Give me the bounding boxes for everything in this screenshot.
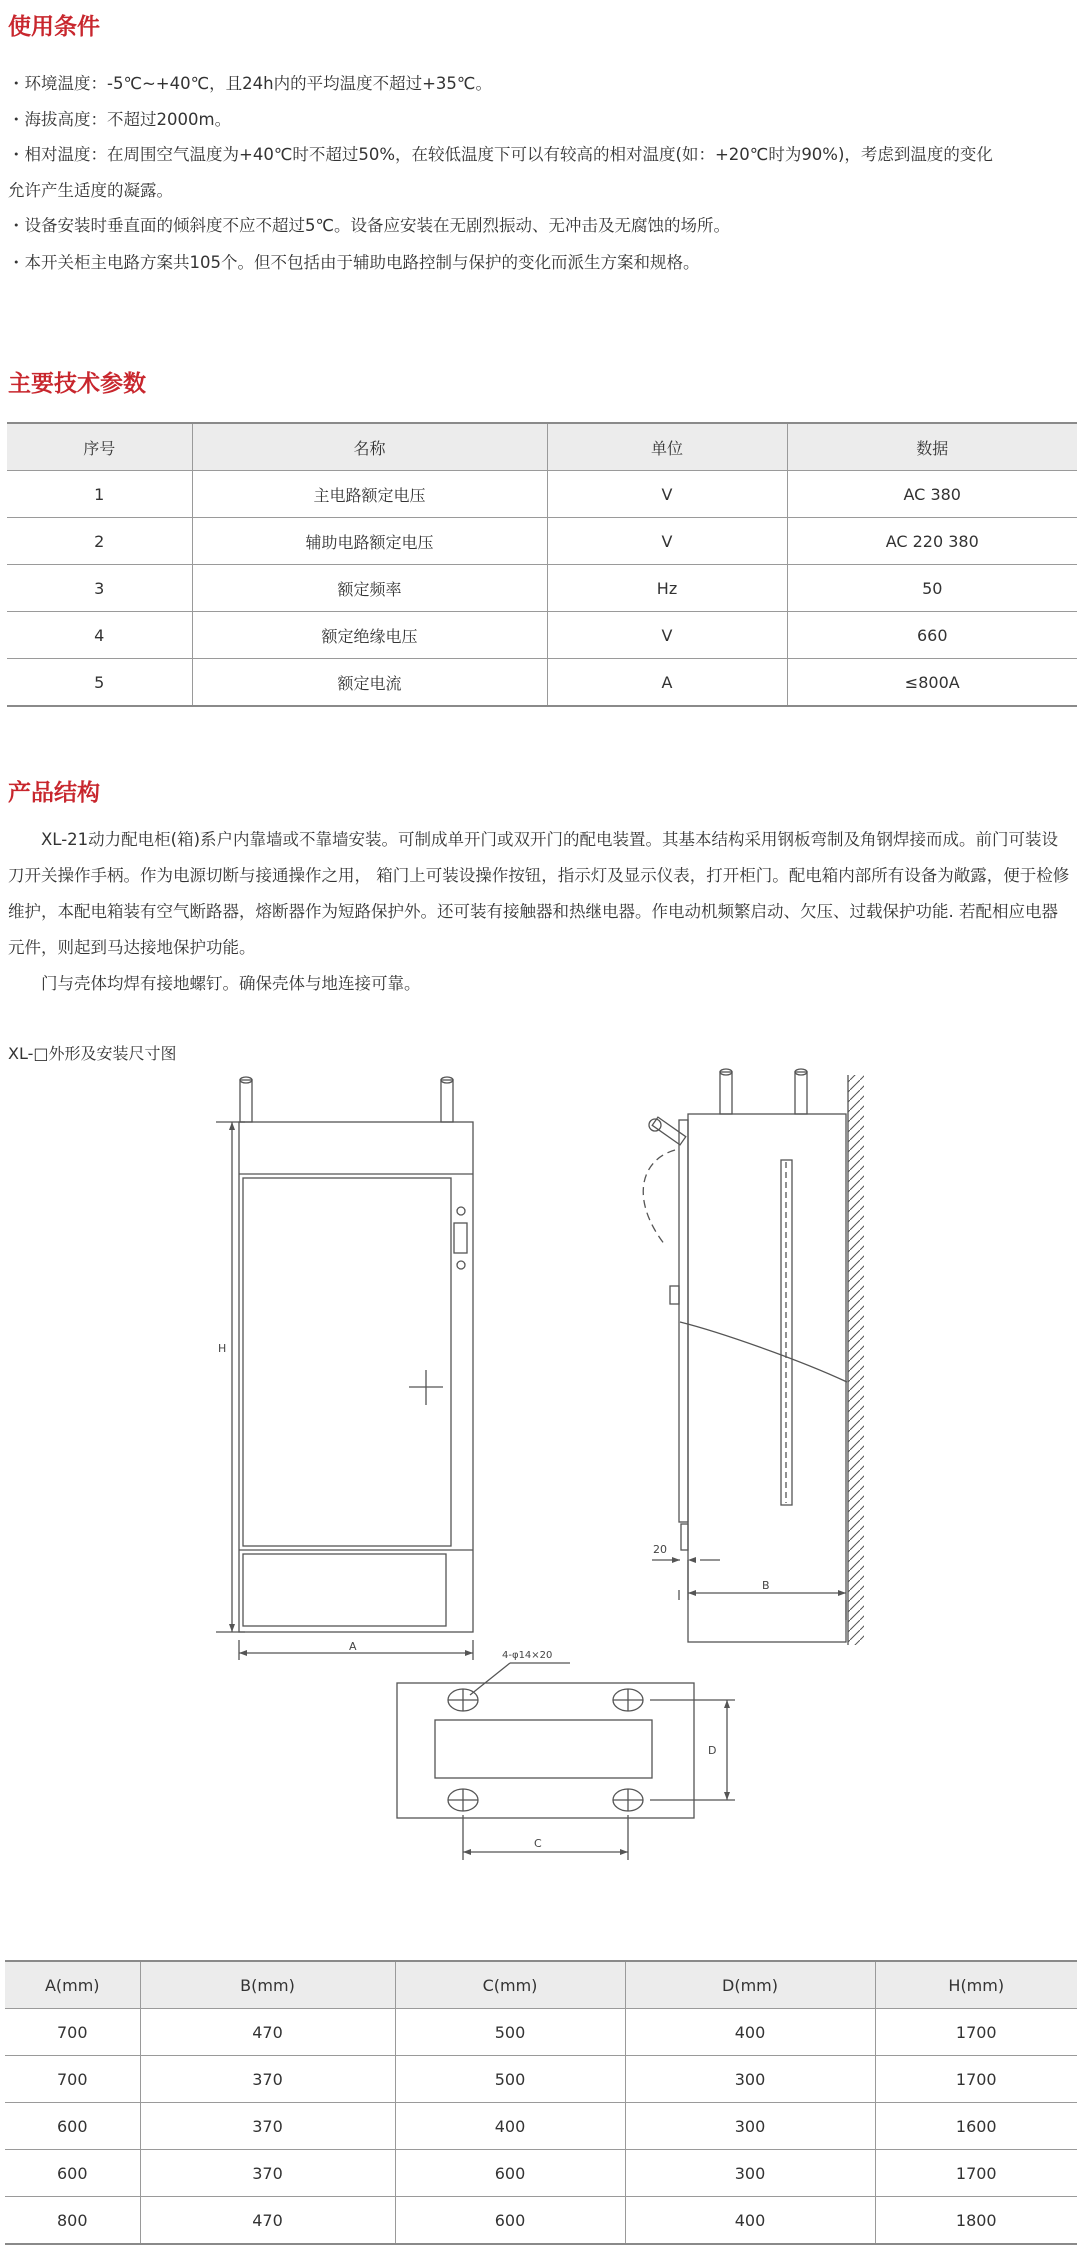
- table-cell: V: [547, 518, 787, 565]
- table-row: [5, 2150, 1077, 2197]
- table-cell: AC 220 380: [787, 518, 1077, 565]
- table-row: [7, 659, 1077, 707]
- table-row: [5, 2103, 1077, 2150]
- table-cell: 470: [140, 2009, 395, 2056]
- condition-item: 允许产生适度的凝露。: [8, 181, 173, 200]
- table-cell: 370: [140, 2056, 395, 2103]
- table-cell: 600: [5, 2150, 140, 2197]
- table-cell: Hz: [547, 565, 787, 612]
- table-cell: V: [547, 471, 787, 518]
- table-row: [7, 518, 1077, 565]
- table-cell: 370: [140, 2103, 395, 2150]
- label-twenty: 20: [653, 1543, 667, 1556]
- table-cell: 1: [7, 471, 192, 518]
- table-cell: 500: [395, 2009, 625, 2056]
- base-plan-view: [397, 1663, 735, 1860]
- paragraph: 门与壳体均焊有接地螺钉。确保壳体与地连接可靠。: [41, 974, 421, 993]
- side-view: [643, 1069, 847, 1642]
- table-cell: 600: [395, 2197, 625, 2245]
- label-h: H: [218, 1342, 227, 1355]
- table-cell: 470: [140, 2197, 395, 2245]
- label-a: A: [349, 1640, 357, 1653]
- table-cell: 2: [7, 518, 192, 565]
- wall-hatch: [848, 1075, 864, 1645]
- condition-item: ・设备安装时垂直面的倾斜度不应不超过5℃。设备应安装在无剧烈振动、无冲击及无腐蚀的场所。: [8, 216, 731, 235]
- section-title-structure: 产品结构: [8, 780, 100, 806]
- table-cell: 370: [140, 2150, 395, 2197]
- column-header: A(mm): [5, 1961, 140, 2009]
- label-hole-spec: 4-φ14×20: [502, 1650, 553, 1661]
- label-c: C: [534, 1837, 542, 1850]
- table-cell: 400: [395, 2103, 625, 2150]
- dimension-arrows: [229, 1122, 846, 1855]
- condition-item: ・本开关柜主电路方案共105个。但不包括由于辅助电路控制与保护的变化而派生方案和规格。: [8, 253, 700, 272]
- condition-item: ・相对温度：在周围空气温度为+40℃时不超过50%，在较低温度下可以有较高的相对温度(如：+20℃时为90%)，考虑到温度的变化: [8, 145, 993, 164]
- table-cell: 1700: [875, 2009, 1077, 2056]
- label-d: D: [708, 1744, 717, 1757]
- table-cell: 额定电流: [192, 659, 547, 707]
- dimension-table: [5, 1960, 1077, 2245]
- table-cell: 额定频率: [192, 565, 547, 612]
- front-view: [216, 1077, 473, 1660]
- section-title-parameters: 主要技术参数: [8, 371, 146, 397]
- drawing-caption: XL-□外形及安装尺寸图: [8, 1044, 177, 1063]
- table-cell: 500: [395, 2056, 625, 2103]
- table-cell: 300: [625, 2103, 875, 2150]
- column-header: 单位: [547, 423, 787, 471]
- table-cell: 400: [625, 2009, 875, 2056]
- table-header-row: [5, 1961, 1077, 2009]
- table-cell: 5: [7, 659, 192, 707]
- table-cell: 600: [395, 2150, 625, 2197]
- table-cell: 1800: [875, 2197, 1077, 2245]
- paragraph: XL-21动力配电柜(箱)系户内靠墙或不靠墙安装。可制成单开门或双开门的配电装置。其基本结构采用钢板弯制及角钢焊接而成。前门可装设刀开关操作手柄。作为电源切断与接通操作之用， 箱门上可装设操作按钮，指示灯及显示仪表，打开柜门。配电箱内部所有设备为敞露，便于检修维护，本配电箱装有空气断路器，熔断器作为短路保护外。还可装有接触器和热继电器。作电动机频繁启动、欠压、过载保护功能. 若配相应电器元件，则起到马达接地保护功能。: [8, 830, 1070, 957]
- table-cell: 1700: [875, 2056, 1077, 2103]
- table-row: [5, 2009, 1077, 2056]
- table-cell: 300: [625, 2056, 875, 2103]
- table-row: [5, 2056, 1077, 2103]
- table-cell: 4: [7, 612, 192, 659]
- table-cell: 400: [625, 2197, 875, 2245]
- column-header: 名称: [192, 423, 547, 471]
- column-header: H(mm): [875, 1961, 1077, 2009]
- parameters-table: [7, 422, 1077, 707]
- table-row: [7, 565, 1077, 612]
- column-header: 数据: [787, 423, 1077, 471]
- table-header-row: [7, 423, 1077, 471]
- table-cell: 600: [5, 2103, 140, 2150]
- table-cell: A: [547, 659, 787, 707]
- table-cell: V: [547, 612, 787, 659]
- table-cell: 3: [7, 565, 192, 612]
- column-header: B(mm): [140, 1961, 395, 2009]
- table-cell: 800: [5, 2197, 140, 2245]
- structure-description: [8, 822, 1074, 1002]
- table-row: [5, 2197, 1077, 2245]
- table-row: [7, 471, 1077, 518]
- table-cell: 辅助电路额定电压: [192, 518, 547, 565]
- table-cell: 50: [787, 565, 1077, 612]
- table-cell: AC 380: [787, 471, 1077, 518]
- table-cell: 额定绝缘电压: [192, 612, 547, 659]
- installation-drawing: [0, 1060, 1085, 1940]
- table-cell: 1600: [875, 2103, 1077, 2150]
- table-cell: 300: [625, 2150, 875, 2197]
- column-header: C(mm): [395, 1961, 625, 2009]
- condition-item: ・海拔高度：不超过2000m。: [8, 110, 232, 129]
- table-cell: ≤800A: [787, 659, 1077, 707]
- table-cell: 主电路额定电压: [192, 471, 547, 518]
- table-cell: 1700: [875, 2150, 1077, 2197]
- column-header: 序号: [7, 423, 192, 471]
- table-row: [7, 612, 1077, 659]
- condition-item: ・环境温度：-5℃~+40℃，且24h内的平均温度不超过+35℃。: [8, 74, 492, 93]
- section-title-conditions: 使用条件: [8, 14, 100, 40]
- column-header: D(mm): [625, 1961, 875, 2009]
- table-cell: 700: [5, 2009, 140, 2056]
- table-cell: 660: [787, 612, 1077, 659]
- table-cell: 700: [5, 2056, 140, 2103]
- label-b: B: [762, 1579, 770, 1592]
